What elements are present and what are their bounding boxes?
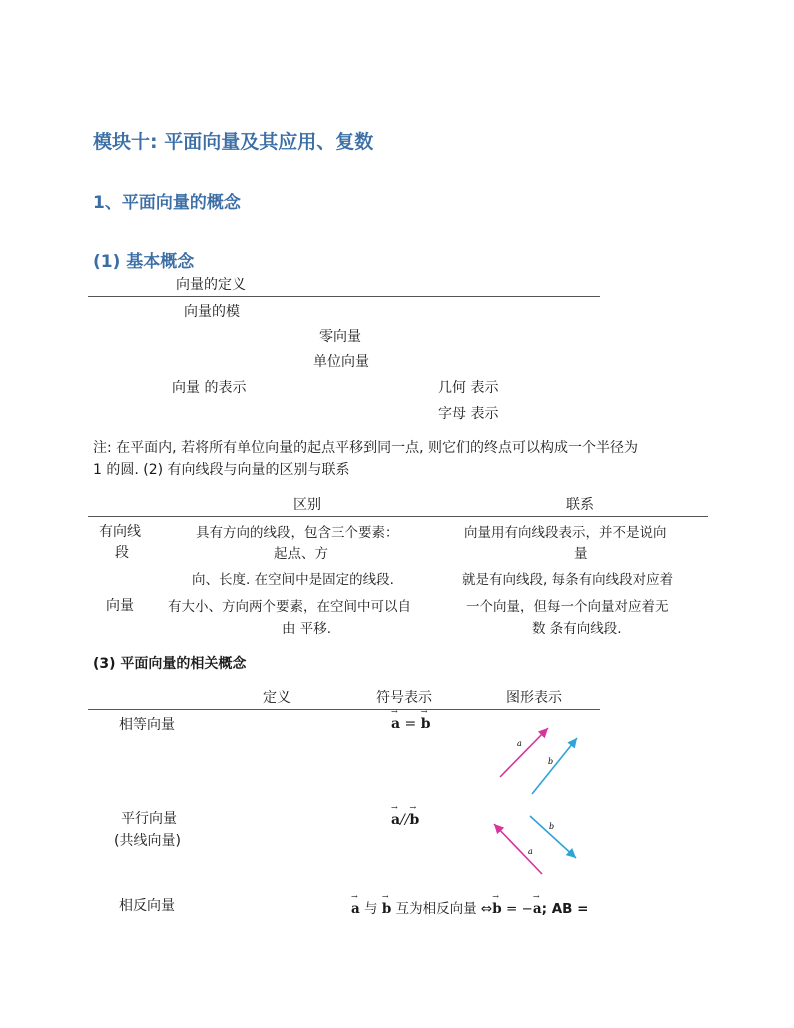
vector-a: → a <box>391 716 400 732</box>
link-d: 一个向量，但每一个向量对应着无 <box>466 599 669 615</box>
row2-diff-b: 由 平移. <box>282 621 332 637</box>
divider <box>88 296 600 297</box>
table2-divider <box>88 516 708 517</box>
vector-b: → b <box>492 901 501 917</box>
row-equal-label: 相等向量 <box>119 717 175 733</box>
symbol-parallel <box>391 812 419 828</box>
iff-sign: ⇔ <box>480 901 493 917</box>
row-opposite-label: 相反向量 <box>119 898 175 914</box>
table3-col-symbol: 符号表示 <box>376 690 432 706</box>
parallel-sign: // <box>400 812 410 828</box>
opposite-tail: ; AB = <box>541 901 589 917</box>
row2-diff-a: 有大小、方向两个要素，在空间中可以自 <box>168 599 411 615</box>
vector-b: → b <box>382 901 391 917</box>
row1-label-a: 有向线 <box>99 524 141 540</box>
label-a: a <box>528 847 533 856</box>
table2-header-link: 联系 <box>566 497 594 513</box>
equals-sign: = <box>404 716 417 732</box>
table3-divider <box>88 709 600 710</box>
row1-diff-a: 具有方向的线段，包含三个要素： <box>196 525 399 541</box>
note-line-1: 注: 在平面内, 若将所有单位向量的起点平移到同一点, 则它们的终点可以构成一个半径为 <box>93 440 638 456</box>
equal-vectors-figure <box>490 722 590 802</box>
table3-col-figure: 图形表示 <box>506 690 562 706</box>
note-line-2: 1 的圆. (2) 有向线段与向量的区别与联系 <box>93 462 350 478</box>
label-a: a <box>517 739 522 748</box>
concept-modulus: 向量的模 <box>184 304 240 320</box>
label-b: b <box>549 822 555 831</box>
opposite-eq: = − <box>505 901 533 917</box>
vector-a: → a <box>351 901 360 917</box>
subsection-title-basic: (1) 基本概念 <box>93 252 195 272</box>
row1-diff-b: 起点、方 <box>274 546 328 562</box>
concept-letter: 字母 表示 <box>438 406 499 422</box>
link-e: 数 条有向线段. <box>532 621 622 637</box>
row1-label-b: 段 <box>115 545 129 561</box>
row-parallel-label-a: 平行向量 <box>121 811 177 827</box>
concept-zero-vector: 零向量 <box>319 329 361 345</box>
vector-b: → b <box>410 812 420 828</box>
table3-col-def: 定义 <box>263 690 291 706</box>
link-b: 量 <box>574 546 588 562</box>
section-title: 1、平面向量的概念 <box>93 193 241 213</box>
symbol-equal <box>391 716 431 732</box>
vector-a: → a <box>391 812 400 828</box>
symbol-opposite <box>351 897 588 917</box>
concept-representation: 向量 的表示 <box>172 380 247 396</box>
arrow-a <box>500 728 548 777</box>
row2-label: 向量 <box>106 598 134 614</box>
concept-unit-vector: 单位向量 <box>313 354 369 370</box>
opposite-mutual: 互为相反向量 <box>395 901 477 917</box>
arrow-b <box>532 738 577 794</box>
module-title: 模块十: 平面向量及其应用、复数 <box>93 131 374 153</box>
row1-diff-c: 向、长度. 在空间中是固定的线段. <box>192 572 394 588</box>
row-parallel-label-b: (共线向量) <box>114 833 181 849</box>
vector-b: → b <box>421 716 431 732</box>
concept-definition: 向量的定义 <box>176 277 246 293</box>
subsection-title-related: (3) 平面向量的相关概念 <box>93 656 247 672</box>
link-c: 就是有向线段, 每条有向线段对应着 <box>462 572 674 588</box>
opposite-with: 与 <box>364 901 378 917</box>
concept-geometric: 几何 表示 <box>438 380 499 396</box>
vector-a: → a <box>533 901 542 917</box>
label-b: b <box>548 757 554 766</box>
link-a: 向量用有向线段表示，并不是说向 <box>464 525 667 541</box>
table2-header-diff: 区别 <box>293 497 321 513</box>
arrow-a <box>494 824 542 874</box>
parallel-vectors-figure <box>486 808 586 880</box>
